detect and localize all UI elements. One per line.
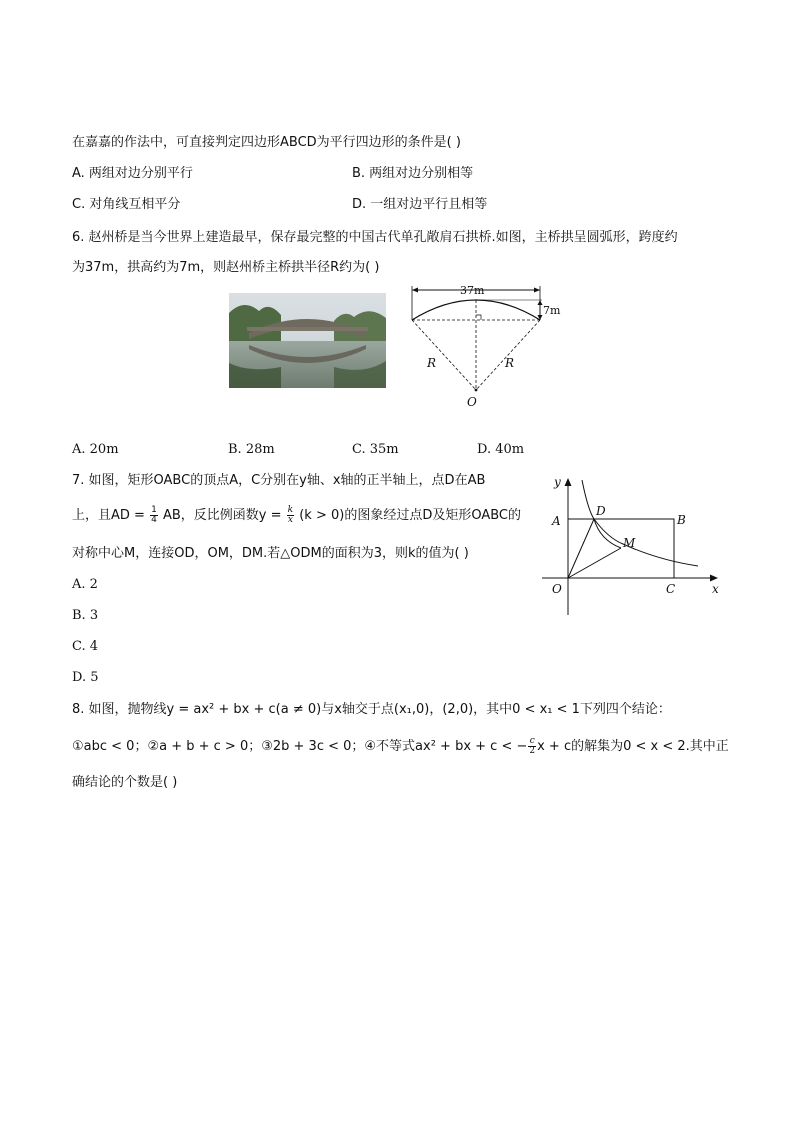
label-height: 7m xyxy=(543,304,561,317)
q7-option-a: A. 2 xyxy=(72,577,98,592)
q7-line-3: 对称中心M，连接OD，OM，DM.若△ODM的面积为3，则k的值为( ) xyxy=(72,546,469,561)
fraction-k-over-x xyxy=(287,506,294,525)
axis-label-x: x xyxy=(712,582,719,596)
point-label-m: M xyxy=(623,536,636,550)
q5-option-d: D. 一组对边平行且相等 xyxy=(352,197,488,212)
point-label-a: A xyxy=(552,514,561,528)
frac-num: 1 xyxy=(151,505,157,515)
q7-line-2-b: AB，反比例函数y = xyxy=(162,508,282,523)
q5-stem: 在嘉嘉的作法中，可直接判定四边形ABCD为平行四边形的条件是( ) xyxy=(72,135,461,150)
label-span: 37m xyxy=(460,284,485,297)
frac-den: 4 xyxy=(151,515,157,525)
q6-option-a: A. 20m xyxy=(72,442,119,457)
point-label-o: O xyxy=(552,582,562,596)
bridge-photo xyxy=(229,293,386,388)
q7-line-1: 7. 如图，矩形OABC的顶点A，C分别在y轴、x轴的正半轴上，点D在AB xyxy=(72,473,486,488)
q8-line-3: 确结论的个数是( ) xyxy=(72,775,178,790)
q7-option-d: D. 5 xyxy=(72,670,99,685)
frac-2: 2 xyxy=(529,746,536,756)
q7-line-2 xyxy=(72,506,521,526)
q6-option-d: D. 40m xyxy=(477,442,525,457)
q5-option-b: B. 两组对边分别相等 xyxy=(352,166,474,181)
label-right-radius: R xyxy=(505,356,515,370)
label-center-o: O xyxy=(467,395,477,409)
q7-line-2-c: (k > 0)的图象经过点D及矩形OABC的 xyxy=(299,508,522,523)
point-label-b: B xyxy=(677,513,686,527)
q6-line-2: 为37m，拱高约为7m，则赵州桥主桥拱半径R约为( ) xyxy=(72,260,380,275)
q7-option-b: B. 3 xyxy=(72,608,99,623)
frac-k: k xyxy=(287,505,294,515)
q5-option-a: A. 两组对边分别平行 xyxy=(72,166,193,181)
bridge-diagram xyxy=(400,282,575,412)
frac-x: x xyxy=(287,515,293,525)
q8-line-1: 8. 如图，抛物线y = ax² + bx + c(a ≠ 0)与x轴交于点(x₁,0)，(2,0)，其中0 < x₁ < 1下列四个结论： xyxy=(72,702,671,717)
point-label-d: D xyxy=(596,504,606,518)
axis-label-y: y xyxy=(554,475,561,489)
q8-line-2-b: x + c的解集为0 < x < 2.其中正 xyxy=(537,739,729,754)
q6-line-1: 6. 赵州桥是当今世界上建造最早，保存最完整的中国古代单孔敞肩石拱桥.如图，主桥拱呈圆弧形，跨度约 xyxy=(72,230,678,245)
q5-option-c: C. 对角线互相平分 xyxy=(72,197,181,212)
label-left-radius: R xyxy=(427,356,437,370)
q6-option-b: B. 28m xyxy=(228,442,275,457)
point-label-c: C xyxy=(666,582,676,596)
frac-c: c xyxy=(529,736,535,746)
q7-line-2-a: 上，且AD = xyxy=(72,508,145,523)
fraction-c-over-2 xyxy=(528,737,536,756)
rectangle-hyperbola-diagram xyxy=(538,470,728,620)
q7-option-c: C. 4 xyxy=(72,639,99,654)
q6-option-c: C. 35m xyxy=(352,442,399,457)
fraction-one-quarter xyxy=(150,506,158,525)
q8-line-2-a: ①abc < 0；②a + b + c > 0；③2b + 3c < 0；④不等式ax² + bx + c < − xyxy=(72,739,528,754)
q8-line-2 xyxy=(72,737,729,757)
